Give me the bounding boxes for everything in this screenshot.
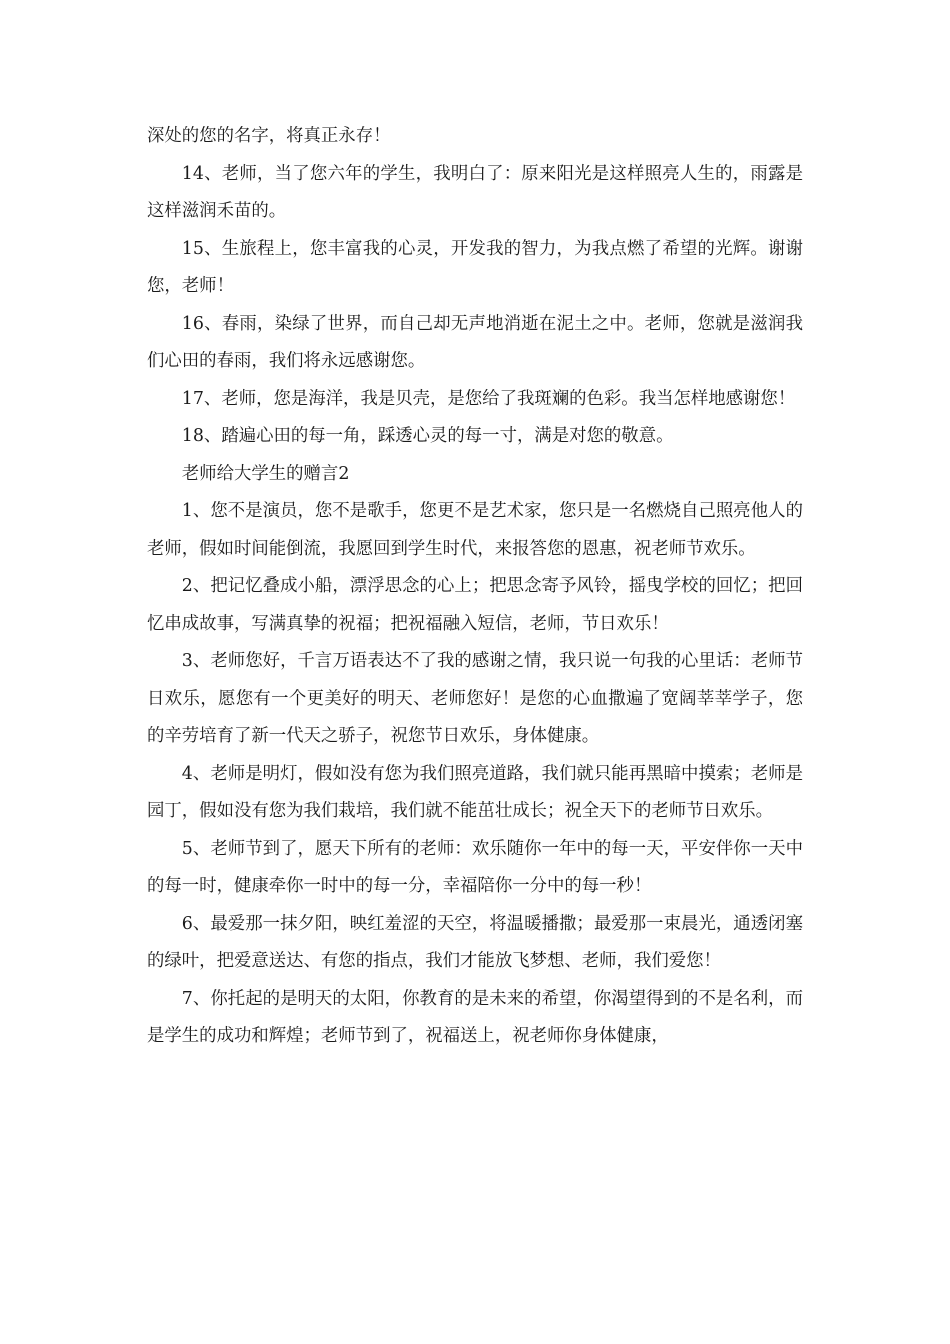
- document-page: [147, 118, 803, 1056]
- paragraph-s2-7: 7、你托起的是明天的太阳，你教育的是未来的希望，你渴望得到的不是名利，而是学生的成功和辉煌；老师节到了，祝福送上，祝老师你身体健康，: [147, 988, 803, 1046]
- paragraph-16: 16、春雨，染绿了世界，而自己却无声地消逝在泥土之中。老师，您就是滋润我们心田的春雨，我们将永远感谢您。: [147, 313, 803, 371]
- paragraph-14: 14、老师，当了您六年的学生，我明白了：原来阳光是这样照亮人生的，雨露是这样滋润禾苗的。: [147, 163, 803, 221]
- paragraph-continuation: 深处的您的名字，将真正永存！: [147, 126, 391, 146]
- paragraph-s2-1: 1、您不是演员，您不是歌手，您更不是艺术家，您只是一名燃烧自己照亮他人的老师，假如时间能倒流，我愿回到学生时代，来报答您的恩惠，祝老师节欢乐。: [147, 501, 803, 559]
- paragraph-s2-3: 3、老师您好，千言万语表达不了我的感谢之情，我只说一句我的心里话：老师节日欢乐，愿您有一个更美好的明天、老师您好！是您的心血撒遍了宽阔莘莘学子，您的辛劳培育了新一代天之骄子，祝您节日欢乐，身体健康。: [147, 651, 803, 746]
- paragraph-17: 17、老师，您是海洋，我是贝壳，是您给了我斑斓的色彩。我当怎样地感谢您！: [181, 388, 796, 409]
- section-heading: 老师给大学生的赠言2: [181, 463, 350, 484]
- paragraph-s2-4: 4、老师是明灯，假如没有您为我们照亮道路，我们就只能再黑暗中摸索；老师是园丁，假如没有您为我们栽培，我们就不能茁壮成长；祝全天下的老师节日欢乐。: [147, 763, 803, 821]
- paragraph-s2-5: 5、老师节到了，愿天下所有的老师：欢乐随你一年中的每一天，平安伴你一天中的每一时，健康牵你一时中的每一分，幸福陪你一分中的每一秒！: [147, 838, 803, 896]
- paragraph-18: 18、踏遍心田的每一角，踩透心灵的每一寸，满是对您的敬意。: [181, 426, 674, 446]
- paragraph-s2-6: 6、最爱那一抹夕阳，映红羞涩的天空，将温暖播撒；最爱那一束晨光，通透闭塞的绿叶，把爱意送达、有您的指点，我们才能放飞梦想、老师，我们爱您！: [147, 913, 803, 971]
- paragraph-15: 15、生旅程上，您丰富我的心灵，开发我的智力，为我点燃了希望的光辉。谢谢您，老师！: [147, 238, 803, 296]
- paragraph-s2-2: 2、把记忆叠成小船，漂浮思念的心上；把思念寄予风铃，摇曳学校的回忆；把回忆串成故事，写满真挚的祝福；把祝福融入短信，老师，节日欢乐！: [147, 576, 803, 634]
